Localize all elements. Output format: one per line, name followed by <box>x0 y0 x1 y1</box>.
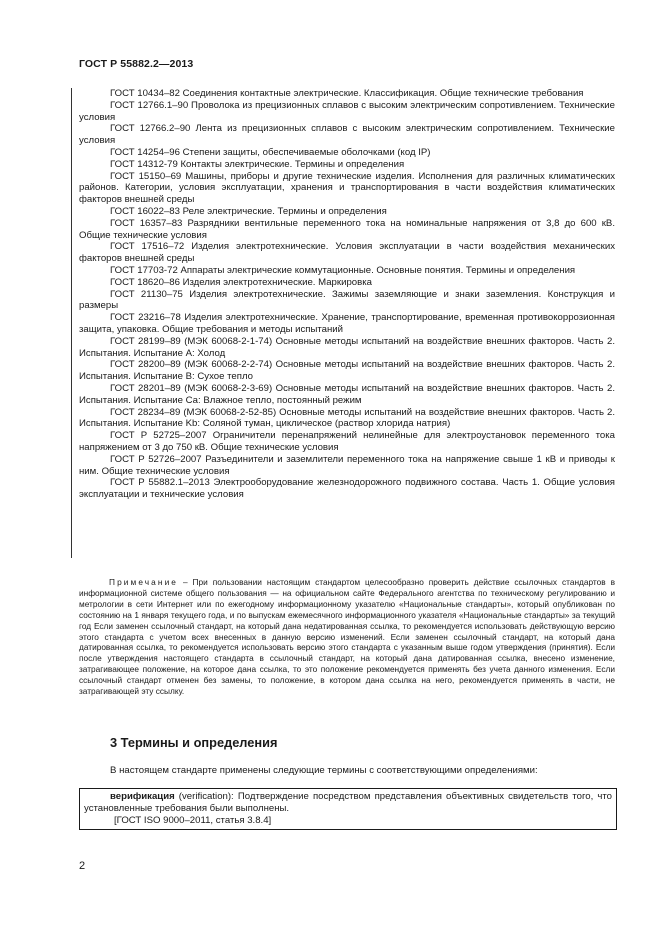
reference-item: ГОСТ 23216–78 Изделия электротехнические. Хранение, транспортирование, временная противокоррозионная защита, упаковка. Общие требования и методы испытаний <box>79 312 615 335</box>
term-source: [ГОСТ ISO 9000–2011, статья 3.8.4] <box>114 814 272 826</box>
reference-item: ГОСТ Р 55882.1–2013 Электрооборудование железнодорожного подвижного состава. Часть 1. Общие условия эксплуатации и технические условия <box>79 477 615 501</box>
reference-item: ГОСТ 17516–72 Изделия электротехнические. Условия эксплуатации в части воздействия механических факторов внешней среды <box>79 241 615 265</box>
reference-item: ГОСТ 17703-72 Аппараты электрические коммутационные. Основные понятия. Термины и определения <box>110 264 576 276</box>
reference-item: ГОСТ 14254–96 Степени защиты, обеспечиваемые оболочками (код IP) <box>110 146 431 158</box>
note-text: – При пользовании настоящим стандартом целесообразно проверить действие ссылочных стандартов в информационной системе общего пользования — на официальном сайте Федерального агентства по техническому регулированию и метрологии в сети Интернет или по ежегодному информационному указателю «Национальные стандарты», который опубликован по состоянию на 1 января текущего года, и по выпускам ежемесячного информационного указателя «Национальные стандарты» за текущий год Если заменен ссылочный стандарт, на который дана недатированная ссылка, то рекомендуется использовать действующую версию этого стандарта с учетом всех внесенных в данную версию изменений. Если заменен ссылочный стандарт, на который дана датированная ссылка, то рекомендуется использовать версию этого стандарта с указанным выше годом утверждения (принятия). Если после утверждения настоящего стандарта в ссылочный стандарт, на который дана датированная ссылка, внесено изменение, затрагивающее положение, на которое дана ссылка, то это положение рекомендуется применять без учета данного изменения. Если ссылочный стандарт отменен без замены, то положение, в котором дана ссылка на него, рекомендуется применять в части, не затрагивающей эту ссылку. <box>79 577 615 697</box>
reference-item: ГОСТ 12766.1–90 Проволока из прецизионных сплавов с высоким электрическим сопротивлением. Технические условия <box>79 99 615 123</box>
section-intro: В настоящем стандарте применены следующие термины с соответствующими определениями: <box>110 765 538 776</box>
term-definition-box <box>79 788 617 830</box>
reference-item: ГОСТ 16357–83 Разрядники вентильные переменного тока на номинальные напряжения от 3,8 до 600 кВ. Общие технические условия <box>79 217 615 241</box>
reference-item: ГОСТ 21130–75 Изделия электротехнические. Зажимы заземляющие и знаки заземления. Конструкция и размеры <box>79 288 615 312</box>
reference-item: ГОСТ 28234–89 (МЭК 60068-2-52-85) Основные методы испытаний на воздействие внешних факторов. Часть 2. Испытания. Испытание Kb: Соляной туман, циклическое (раствор хлорида натрия) <box>79 406 615 430</box>
reference-item: ГОСТ 28200–89 (МЭК 60068-2-2-74) Основные методы испытаний на воздействие внешних факторов. Часть 2. Испытания. Испытание В: Сухое тепло <box>79 359 615 383</box>
revision-bar <box>71 88 72 558</box>
page-number: 2 <box>79 860 86 872</box>
reference-item: ГОСТ 12766.2–90 Лента из прецизионных сплавов с высоким электрическим сопротивлением. Технические условия <box>79 123 615 147</box>
reference-item: ГОСТ 14312-79 Контакты электрические. Термины и определения <box>110 158 405 170</box>
reference-item: ГОСТ 16022–83 Реле электрические. Термины и определения <box>110 205 387 217</box>
reference-item: ГОСТ 28199–89 (МЭК 60068-2-1-74) Основные методы испытаний на воздействие внешних факторов. Часть 2. Испытания. Испытание А: Холод <box>79 335 615 359</box>
term-definition <box>84 791 612 815</box>
reference-item: ГОСТ Р 52726–2007 Разъединители и заземлители переменного тока на напряжение свыше 1 кВ и приводы к ним. Общие технические условия <box>79 453 615 477</box>
reference-item: ГОСТ 15150–69 Машины, приборы и другие технические изделия. Исполнения для различных климатических районов. Категории, условия эксплуатации, хранения и транспортирования в части воздействия климатических факторов внешней среды <box>79 170 615 206</box>
term-definition-text: (verification): Подтверждение посредством представления объективных свидетельств того, что установленные требования были выполнены. <box>84 791 612 814</box>
reference-item: ГОСТ Р 52725–2007 Ограничители перенапряжений нелинейные для электроустановок переменного тока напряжением от 3 до 750 кВ. Общие технические условия <box>79 430 615 453</box>
note-label: Примечание <box>109 577 179 587</box>
reference-item: ГОСТ 10434–82 Соединения контактные электрические. Классификация. Общие технические требования <box>110 88 584 99</box>
normative-references-list <box>79 88 615 501</box>
note-paragraph <box>79 577 615 697</box>
reference-item: ГОСТ 28201–89 (МЭК 60068-2-3-69) Основные методы испытаний на воздействие внешних факторов. Часть 2. Испытания. Испытание Са: Влажное тепло, постоянный режим <box>79 382 615 406</box>
term-word: верификация <box>110 791 175 802</box>
reference-item: ГОСТ 18620–86 Изделия электротехнические. Маркировка <box>110 276 372 288</box>
document-header: ГОСТ Р 55882.2—2013 <box>79 58 194 70</box>
section-heading: 3 Термины и определения <box>110 735 278 750</box>
